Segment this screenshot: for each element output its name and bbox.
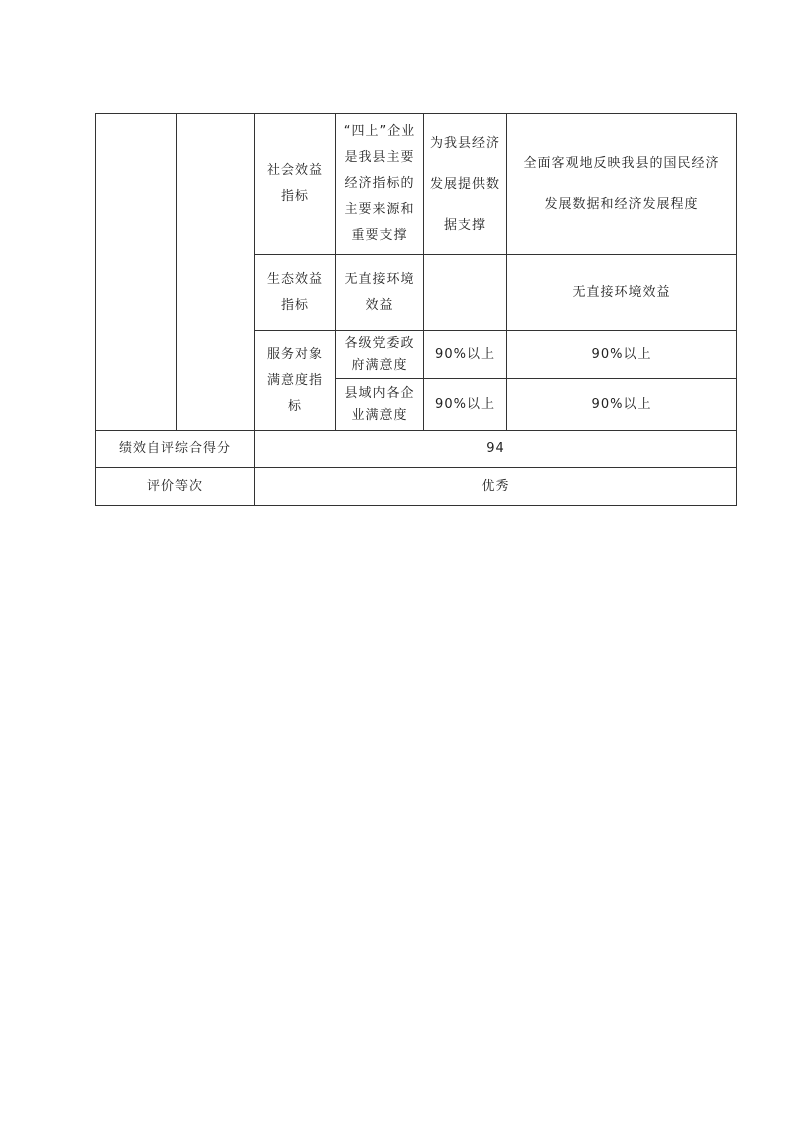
- actual-cell: [507, 379, 737, 431]
- expected-cell: [424, 114, 507, 255]
- level2-category-cell: [177, 114, 255, 431]
- target-social-benefit: “四上”企业是我县主要经济指标的主要来源和重要支撑: [343, 124, 416, 243]
- score-label-cell: [96, 431, 255, 468]
- grade-value-cell: [255, 468, 737, 506]
- grade-label: 评价等次: [146, 478, 203, 494]
- indicator-cell: [255, 255, 336, 331]
- indicator-social-benefit: 社会效益指标: [266, 163, 323, 204]
- table-row-grade: [96, 468, 737, 506]
- actual-social-benefit: 全面客观地反映我县的国民经济发展数据和经济发展程度: [523, 156, 720, 212]
- target-cell: [336, 331, 424, 379]
- performance-evaluation-table: [95, 113, 737, 506]
- expected-cell: [424, 255, 507, 331]
- actual-ecological-benefit: 无直接环境效益: [572, 284, 671, 300]
- indicator-ecological-benefit: 生态效益指标: [266, 271, 323, 313]
- target-cell: [336, 114, 424, 255]
- grade-label-cell: [96, 468, 255, 506]
- expected-cell: [424, 379, 507, 431]
- actual-cell: [507, 331, 737, 379]
- score-value: 94: [486, 441, 505, 456]
- target-ecological-benefit: 无直接环境效益: [344, 271, 415, 313]
- target-cell: [336, 255, 424, 331]
- expected-satisfaction-enterprises: 90%以上: [435, 396, 495, 412]
- indicator-satisfaction: 服务对象满意度指标: [266, 346, 323, 414]
- grade-value: 优秀: [481, 478, 510, 494]
- expected-satisfaction-government: 90%以上: [435, 346, 495, 362]
- score-label: 绩效自评综合得分: [118, 441, 231, 456]
- actual-cell: [507, 255, 737, 331]
- expected-social-benefit: 为我县经济发展提供数据支撑: [430, 135, 501, 233]
- target-cell: [336, 379, 424, 431]
- indicator-cell: [255, 114, 336, 255]
- table-row-score: [96, 431, 737, 468]
- level1-category-cell: [96, 114, 177, 431]
- expected-cell: [424, 331, 507, 379]
- actual-cell: [507, 114, 737, 255]
- target-satisfaction-enterprises: 县域内各企业满意度: [344, 385, 415, 423]
- actual-satisfaction-government: 90%以上: [591, 346, 652, 362]
- target-satisfaction-government: 各级党委政府满意度: [344, 335, 415, 373]
- actual-satisfaction-enterprises: 90%以上: [591, 396, 652, 412]
- indicator-cell: [255, 331, 336, 431]
- score-value-cell: [255, 431, 737, 468]
- table-row-social-benefit: [96, 114, 737, 255]
